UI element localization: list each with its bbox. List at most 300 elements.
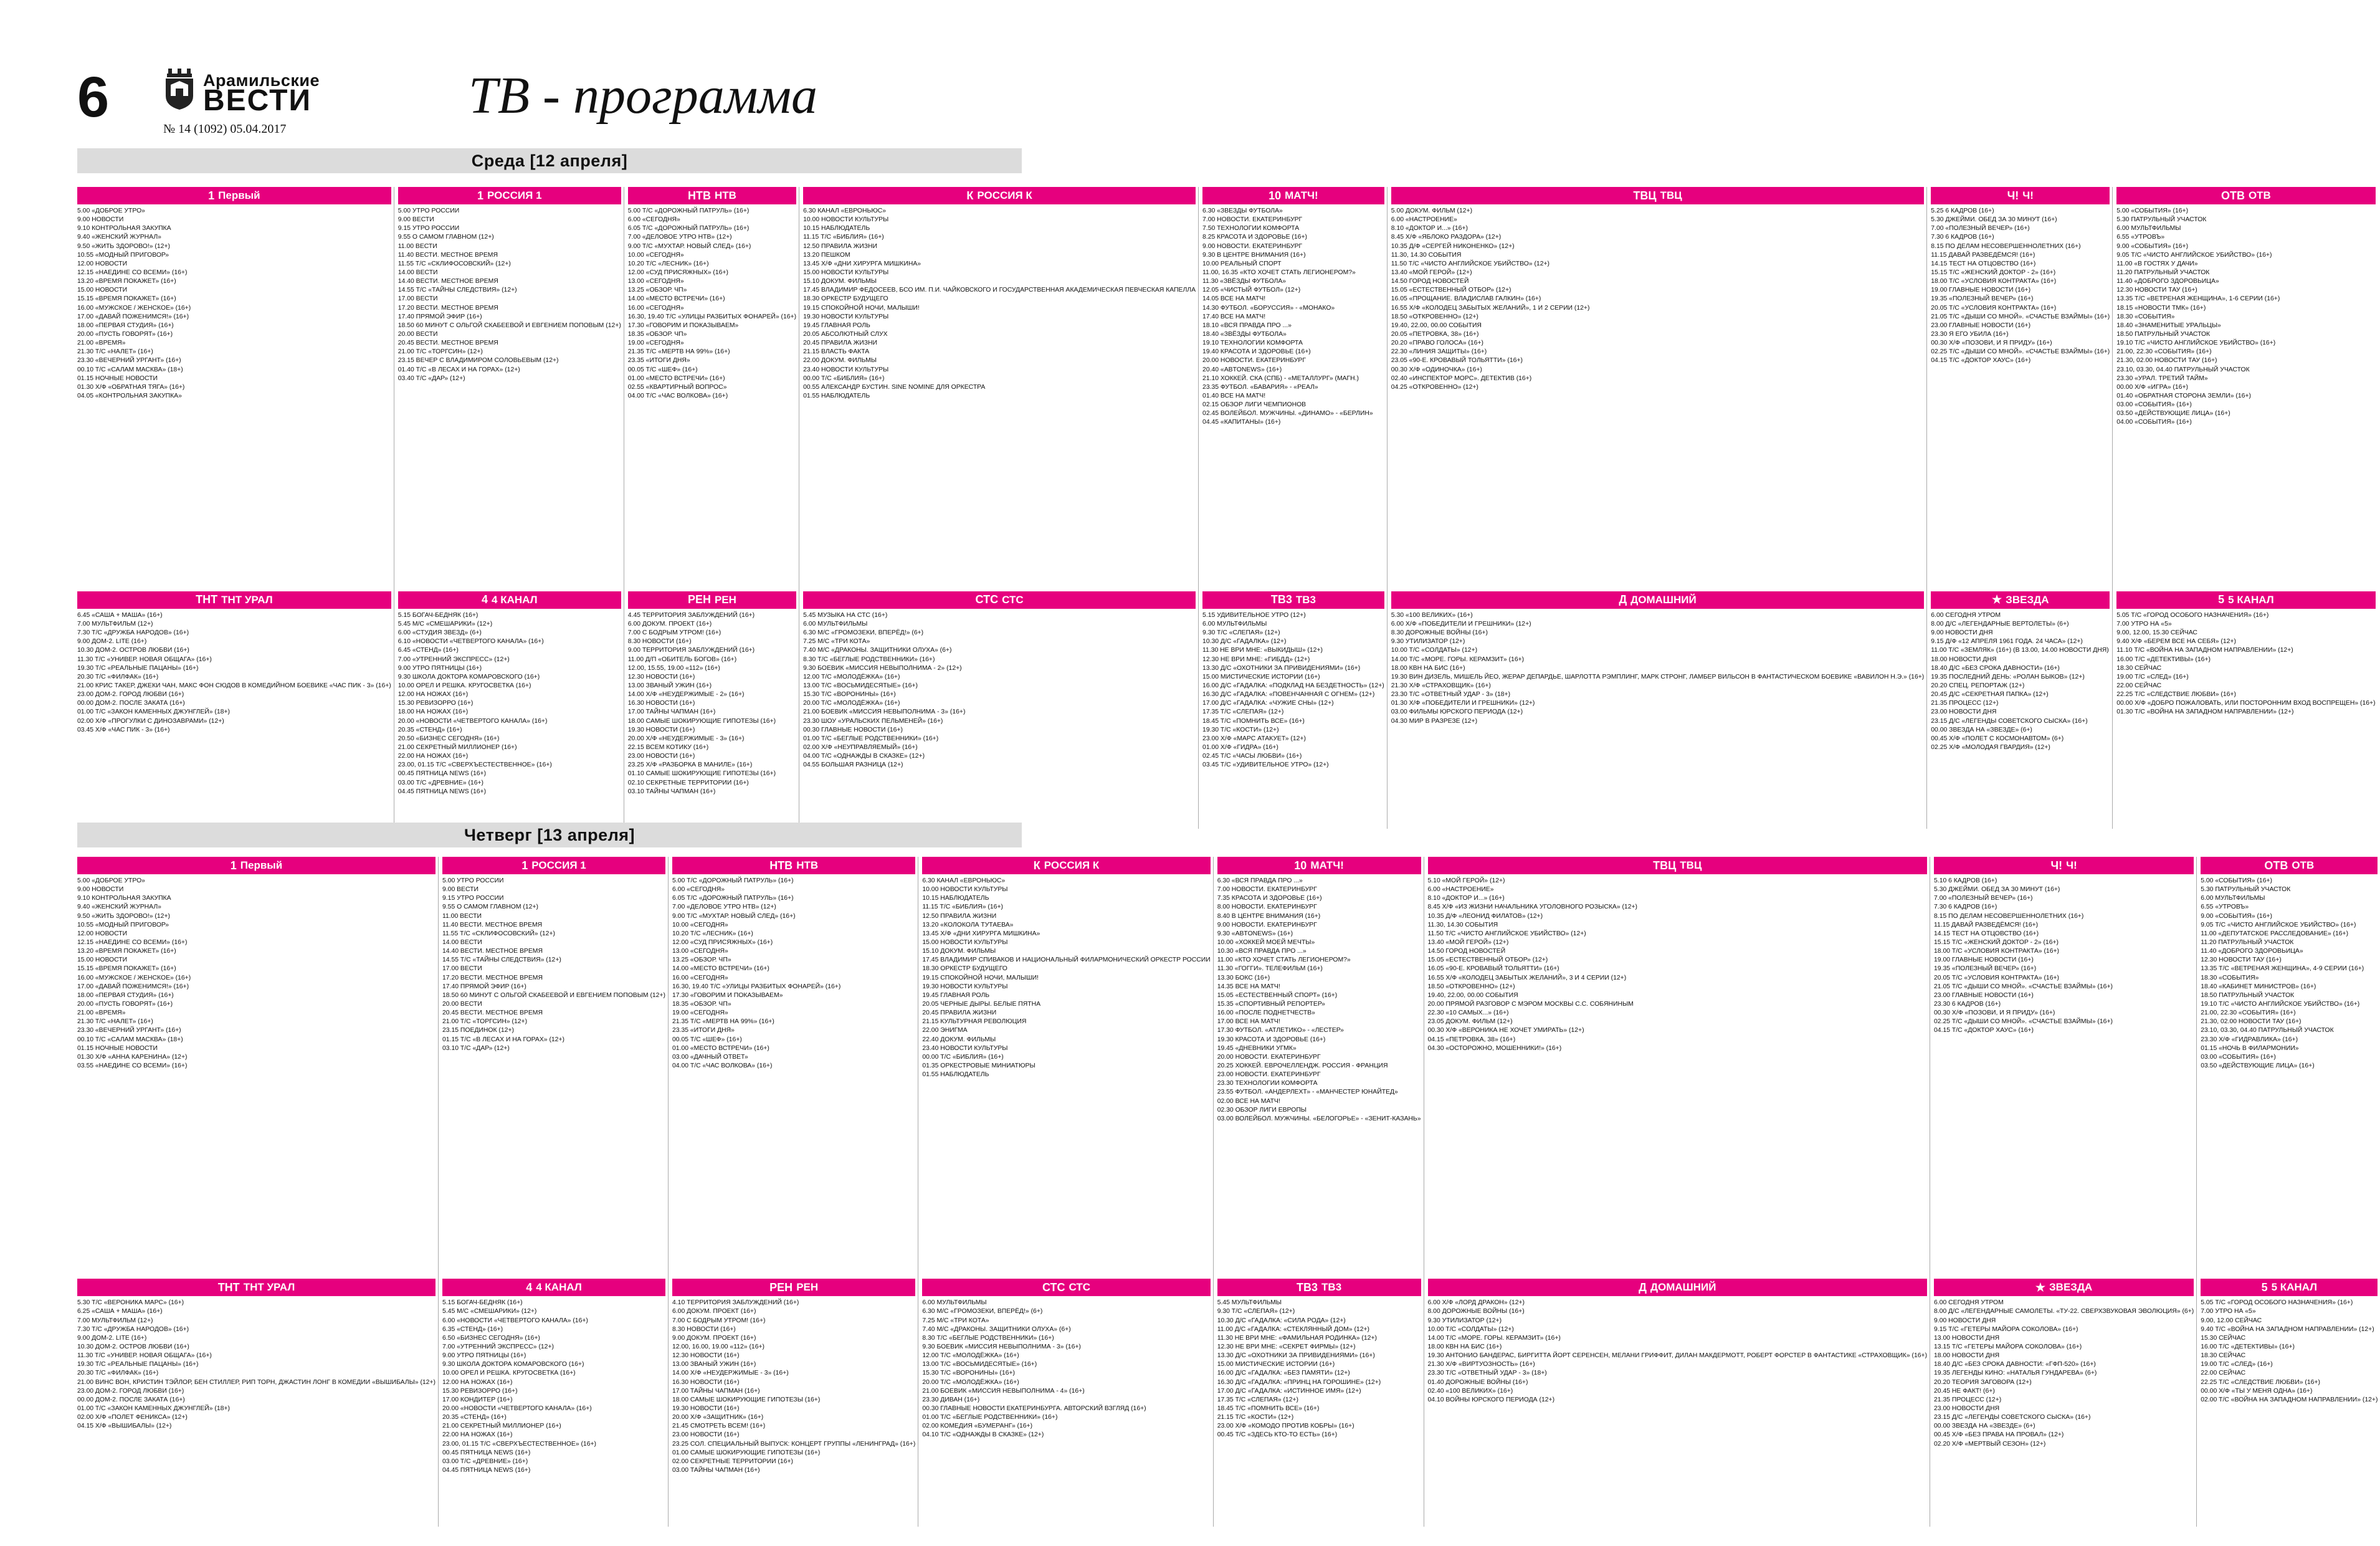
- program-item: 01.30 Х/Ф «ПОБЕДИТЕЛИ И ГРЕШНИКИ» (12+): [1391, 700, 1535, 707]
- program-item: 12.00 НА НОЖАХ (16+): [397, 691, 469, 699]
- program-item: 10.00 «СЕГОДНЯ»: [672, 921, 728, 928]
- program-item: 16.00 Т/С «ДЕТЕКТИВЫ» (16+): [2116, 656, 2211, 663]
- program-item: 15.10 ДОКУМ. ФИЛЬМЫ: [922, 948, 996, 955]
- program-item: 23.05 «90-Е. КРОВАВЫЙ ТОЛЬЯТТИ» (16+): [1391, 357, 1523, 365]
- program-item: 7.00 «ПОЛЕЗНЫЙ ВЕЧЕР» (16+): [1931, 225, 2030, 232]
- program-item: 9.00 ДОКУМ. ПРОЕКТ (16+): [672, 1334, 756, 1342]
- program-item: 16.55 Х/Ф «КОЛОДЕЦ ЗАБЫТЫХ ЖЕЛАНИЙ», 3 И 4 СЕРИИ (12+): [1427, 974, 1627, 981]
- program-item: 01.15 НОЧНЫЕ НОВОСТИ: [77, 1044, 158, 1052]
- channel-block-4-канал: [398, 591, 621, 829]
- program-item: 23.00 НОВОСТИ ДНЯ: [1934, 1405, 2000, 1412]
- channel-logo: [442, 857, 665, 874]
- program-item: 19.30 Т/С «РЕАЛЬНЫЕ ПАЦАНЫ» (16+): [77, 664, 199, 672]
- program-item: 03.40 Т/С «ДАР» (12+): [397, 375, 465, 382]
- program-item: 04.00 «СОБЫТИЯ» (16+): [2116, 419, 2192, 426]
- channel-block-тнт-урал: [77, 1279, 436, 1527]
- program-item: 9.30 БОЕВИК «МИССИЯ НЕВЫПОЛНИМА - 3» (16+): [922, 1343, 1081, 1350]
- program-item: 04.15 «ПЕТРОВКА, 38» (16+): [1427, 1036, 1516, 1043]
- program-item: 6.00 МУЛЬТФИЛЬМЫ: [1202, 621, 1267, 628]
- program-item: 9.30 ШКОЛА ДОКТОРА КОМАРОВСКОГО (16+): [397, 673, 540, 680]
- program-item: 21.35 Т/С «МЕРТВ НА 99%» (16+): [672, 1018, 774, 1026]
- channel-icon: К: [966, 189, 974, 202]
- program-item: 22.00 НА НОЖАХ (16+): [442, 1431, 513, 1439]
- schedule-column: [398, 187, 624, 829]
- program-item: 01.40 Т/С «В ЛЕСАХ И НА ГОРАХ» (12+): [397, 366, 520, 373]
- channel-icon: ТВ3: [1270, 593, 1292, 606]
- channel-icon: ТНТ: [196, 593, 218, 606]
- program-item: 15.15 Т/С «ЖЕНСКИЙ ДОКТОР - 2» (16+): [1931, 269, 2056, 276]
- schedule-column: [1391, 187, 1928, 829]
- day-header-wednesday: Среда [12 апреля]: [77, 148, 1022, 173]
- program-item: 01.00 Т/С «ЗАКОН КАМЕННЫХ ДЖУНГЛЕЙ» (18+): [77, 1405, 230, 1412]
- program-item: 6.30 КАНАЛ «ЕВРОНЬЮС»: [922, 877, 1006, 884]
- channel-logo: [77, 857, 436, 874]
- program-item: 6.00 «НАСТРОЕНИЕ»: [1391, 216, 1457, 224]
- program-item: 11.40 ВЕСТИ. МЕСТНОЕ ВРЕМЯ: [442, 921, 543, 928]
- channel-block-стс: [922, 1279, 1210, 1527]
- city-crest-icon: [163, 69, 196, 110]
- program-item: 23.00 ДОМ-2. ГОРОД ЛЮБВИ (16+): [77, 691, 184, 699]
- program-item: 23.10, 03.30, 04.40 ПАТРУЛЬНЫЙ УЧАСТОК: [2116, 366, 2250, 373]
- program-item: 9.50 «ЖИТЬ ЗДОРОВО!» (12+): [77, 242, 170, 250]
- program-item: 23.00 НОВОСТИ ДНЯ: [1931, 709, 1997, 716]
- program-item: 23.35 «ИТОГИ ДНЯ»: [627, 357, 690, 365]
- program-item: 4.10 ТЕРРИТОРИЯ ЗАБЛУЖДЕНИЙ (16+): [672, 1299, 799, 1307]
- program-item: 9.40 Т/С «ВОЙНА НА ЗАПАДНОМ НАПРАВЛЕНИИ» (12+): [2201, 1325, 2374, 1333]
- program-item: 01.30 Х/Ф «ОБРАТНАЯ ТЯГА» (16+): [77, 383, 185, 391]
- schedule-column: [1217, 857, 1424, 1527]
- program-item: 18.30 СЕЙЧАС: [2116, 664, 2162, 672]
- program-item: 8.30 ДОРОЖНЫЕ ВОЙНЫ (16+): [1391, 629, 1488, 637]
- program-item: 01.00 Х/Ф «ГИДРА» (16+): [1202, 744, 1278, 751]
- schedule-column: [672, 857, 918, 1527]
- program-item: 18.00 САМЫЕ ШОКИРУЮЩИЕ ГИПОТЕЗЫ (16+): [627, 717, 776, 725]
- program-item: 17.00 Д/С «ГАДАЛКА: «ИСТИННОЕ ИМЯ» (12+): [1217, 1387, 1361, 1395]
- program-item: 23.00, 01.15 Т/С «СВЕРХЪЕСТЕСТВЕННОЕ» (16+): [397, 761, 552, 769]
- channel-name: РОССИЯ К: [977, 189, 1032, 201]
- channel-name: ТНТ УРАЛ: [243, 1281, 295, 1294]
- program-item: 11.30 НЕ ВРИ МНЕ: «ВЫКИДЫШ» (12+): [1202, 647, 1323, 654]
- program-item: 20.00 «НОВОСТИ «ЧЕТВЕРТОГО КАНАЛА» (16+): [442, 1405, 592, 1412]
- program-item: 23.00 Х/Ф «КОМОДО ПРОТИВ КОБРЫ» (16+): [1217, 1423, 1354, 1430]
- channel-logo: [1934, 1279, 2194, 1296]
- program-item: 5.00 «СОБЫТИЯ» (16+): [2201, 877, 2273, 884]
- program-item: 16.00 «СЕГОДНЯ»: [672, 974, 728, 981]
- program-item: 4.45 ТЕРРИТОРИЯ ЗАБЛУЖДЕНИЙ (16+): [627, 611, 755, 619]
- channel-name: РОССИЯ К: [1044, 859, 1100, 871]
- program-item: 14.00 Х/Ф «НЕУДЕРЖИМЫЕ - 2» (16+): [627, 691, 745, 699]
- channel-name: РЕН: [714, 593, 736, 606]
- channel-name: 4 КАНАЛ: [536, 1281, 582, 1294]
- program-list: [2201, 877, 2378, 1071]
- program-item: 23.10, 03.30, 04.40 ПАТРУЛЬНЫЙ УЧАСТОК: [2201, 1027, 2334, 1034]
- program-item: 10.55 «МОДНЫЙ ПРИГОВОР»: [77, 921, 169, 928]
- page-number: 6: [77, 65, 110, 129]
- program-item: 16.30, 19.40 Т/С «УЛИЦЫ РАЗБИТЫХ ФОНАРЕЙ» (16+): [627, 313, 797, 320]
- channel-logo: [922, 857, 1210, 874]
- program-item: 10.00 НОВОСТИ КУЛЬТУРЫ: [803, 216, 889, 224]
- program-item: 19.35 ЛЕГЕНДЫ КИНО: «НАТАЛЬЯ ГУНДАРЕВА» (6+): [1934, 1370, 2097, 1377]
- channel-icon: 4: [526, 1281, 533, 1294]
- program-item: 12.05 «ЧИСТЫЙ ФУТБОЛ» (12+): [1202, 287, 1301, 294]
- program-item: 12.00, 16.00, 19.00 «112» (16+): [672, 1343, 764, 1350]
- program-item: 20.20 «ПРАВО ГОЛОСА» (16+): [1391, 340, 1483, 347]
- program-item: 6.45 «СТЕНД» (16+): [397, 647, 459, 654]
- program-item: 00.30 Х/Ф «ОДИНОЧКА» (16+): [1391, 366, 1482, 373]
- program-item: 00.00 Х/Ф «ДОБРО ПОЖАЛОВАТЬ, ИЛИ ПОСТОРОННИМ ВХОД ВОСПРЕЩЕН» (16+): [2116, 700, 2376, 707]
- program-item: 15.30 РЕВИЗОРРО (16+): [442, 1387, 518, 1395]
- program-item: 19.00 ГЛАВНЫЕ НОВОСТИ (16+): [1934, 957, 2034, 964]
- program-item: 23.30 ДИВАН (16+): [922, 1396, 980, 1403]
- program-item: 03.50 «ДЕЙСТВУЮЩИЕ ЛИЦА» (16+): [2201, 1062, 2315, 1069]
- program-item: 18.00 Т/С «УСЛОВИЯ КОНТРАКТА» (16+): [1931, 278, 2057, 285]
- program-item: 21.30, 02.00 НОВОСТИ ТАУ (16+): [2116, 357, 2217, 365]
- program-item: 04.05 «КОНТРОЛЬНАЯ ЗАКУПКА»: [77, 392, 182, 399]
- program-item: 20.00 НОВОСТИ. ЕКАТЕРИНБУРГ: [1217, 1053, 1321, 1061]
- program-item: 03.00 «СОБЫТИЯ» (16+): [2116, 401, 2192, 409]
- program-item: 15.30 Т/С «ВОРОНИНЫ» (16+): [803, 691, 896, 699]
- program-item: 14.55 Т/С «ТАЙНЫ СЛЕДСТВИЯ» (12+): [397, 287, 517, 294]
- program-item: 17.35 Т/С «СЛЕПАЯ» (12+): [1202, 709, 1284, 716]
- channel-icon: ОТВ: [2264, 859, 2288, 872]
- program-item: 20.00 Х/Ф «ЗАЩИТНИК» (16+): [672, 1414, 764, 1421]
- program-item: 6.10 «НОВОСТИ «ЧЕТВЕРТОГО КАНАЛА» (16+): [397, 638, 544, 646]
- program-item: 6.25 «САША + МАША» (16+): [77, 1308, 163, 1315]
- channel-icon: СТС: [975, 593, 999, 606]
- program-item: 11.00 «В ГОСТЯХ У ДАЧИ»: [2116, 260, 2198, 267]
- channel-icon: ОТВ: [2221, 189, 2245, 202]
- channel-name: ТВЦ: [1660, 189, 1682, 201]
- channel-logo: [77, 1279, 436, 1296]
- program-item: 21.30 Х/Ф «СТРАХОВЩИК» (16+): [1391, 682, 1491, 690]
- program-item: 13.35 Т/С «ВЕТРЕНАЯ ЖЕНЩИНА», 1-6 СЕРИИ (16+): [2116, 295, 2280, 303]
- schedule-grid-thursday: [77, 857, 2378, 1527]
- program-item: 04.15 Т/С «ДОКТОР ХАУС» (16+): [1934, 1027, 2034, 1034]
- program-item: 18.00 САМЫЕ ШОКИРУЮЩИЕ ГИПОТЕЗЫ (16+): [672, 1396, 821, 1403]
- program-item: 14.00 ВЕСТИ: [442, 938, 482, 946]
- program-item: 17.20 ВЕСТИ. МЕСТНОЕ ВРЕМЯ: [397, 304, 498, 312]
- program-item: 23.00 НОВОСТИ. ЕКАТЕРИНБУРГ: [1217, 1071, 1321, 1079]
- program-item: 03.00 Т/С «ДРЕВНИЕ» (16+): [397, 779, 484, 786]
- program-item: 20.20 СПЕЦ. РЕПОРТАЖ (12+): [1931, 682, 2025, 690]
- program-item: 01.55 НАБЛЮДАТЕЛЬ: [922, 1071, 989, 1079]
- program-list: [1428, 877, 1928, 1053]
- channel-block-нтв: [672, 857, 915, 1279]
- program-item: 14.00 Т/С «МОРЕ. ГОРЫ. КЕРАМЗИТ» (16+): [1427, 1334, 1561, 1342]
- program-item: 00.00 Т/С «БИБЛИЯ» (16+): [803, 375, 885, 382]
- program-item: 21.00 БОЕВИК «МИССИЯ НЕВЫПОЛНИМА - 3» (16+): [803, 709, 966, 716]
- program-item: 01.00 «МЕСТО ВСТРЕЧИ» (16+): [627, 375, 725, 382]
- channel-block-твц: [1428, 857, 1928, 1279]
- program-item: 5.45 МУЗЫКА НА СТС (16+): [803, 611, 888, 619]
- program-item: 20.00 Х/Ф «НЕУДЕРЖИМЫЕ - 3» (16+): [627, 735, 745, 742]
- program-item: 20.35 «СТЕНД» (16+): [397, 726, 462, 733]
- schedule-column: [1931, 187, 2113, 829]
- program-item: 19.45 «ДНЕВНИКИ УГМК»: [1217, 1044, 1297, 1052]
- program-item: 20.00 НОВОСТИ. ЕКАТЕРИНБУРГ: [1202, 357, 1306, 365]
- program-item: 12.30 НЕ ВРИ МНЕ: «ГИБДД» (12+): [1202, 656, 1310, 663]
- program-item: 9.00, 12.00 СЕЙЧАС: [2201, 1317, 2262, 1324]
- program-item: 14.50 ГОРОД НОВОСТЕЙ: [1427, 948, 1506, 955]
- program-item: 20.45 Д/С «СЕКРЕТНАЯ ПАПКА» (12+): [1931, 691, 2049, 699]
- program-item: 9.30 «ABTONEWS» (16+): [1217, 930, 1293, 937]
- program-item: 22.25 Т/С «СЛЕДСТВИЕ ЛЮБВИ» (16+): [2201, 1378, 2320, 1386]
- channel-name: РОССИЯ 1: [531, 859, 586, 871]
- program-item: 00.10 Т/С «САЛАМ МАСКВА» (18+): [77, 1036, 183, 1043]
- program-item: 03.00 «СОБЫТИЯ» (16+): [2201, 1053, 2276, 1061]
- channel-logo: [922, 1279, 1210, 1296]
- program-item: 9.00 «СОБЫТИЯ» (16+): [2116, 242, 2189, 250]
- program-item: 20.00 ВЕСТИ: [397, 330, 438, 338]
- program-item: 6.00 ДОКУМ. ПРОЕКТ (16+): [672, 1308, 756, 1315]
- channel-name: ДОМАШНИЙ: [1630, 593, 1697, 606]
- program-item: 01.15 «НОЧЬ В ФИЛАРМОНИИ»: [2201, 1044, 2299, 1052]
- program-item: 9.15 Д/Ф «12 АПРЕЛЯ 1961 ГОДА. 24 ЧАСА» (12+): [1931, 638, 2083, 646]
- program-item: 10.20 Т/С «ЛЕСНИК» (16+): [672, 930, 753, 937]
- channel-logo: [1391, 187, 1925, 204]
- program-list: [442, 1299, 665, 1475]
- program-item: 5.10 6 КАДРОВ (16+): [1934, 877, 1997, 884]
- program-list: [77, 1299, 436, 1431]
- program-item: 7.30 Т/С «ДРУЖБА НАРОДОВ» (16+): [77, 1325, 189, 1333]
- program-list: [803, 611, 1196, 770]
- channel-icon: 5: [2261, 1281, 2268, 1294]
- program-item: 15.00 МИСТИЧЕСКИЕ ИСТОРИИ (16+): [1217, 1361, 1335, 1368]
- program-item: 13.00 Т/С «ВОСЬМИДЕСЯТЫЕ» (16+): [803, 682, 918, 690]
- channel-name: Ч!: [2022, 189, 2034, 201]
- channel-name: ДОМАШНИЙ: [1650, 1281, 1716, 1294]
- program-item: 16.00 «СЕГОДНЯ»: [627, 304, 684, 312]
- program-item: 17.30 ФУТБОЛ. «АТЛЕТИКО» - «ЛЕСТЕР»: [1217, 1027, 1344, 1034]
- program-item: 19.40, 22.00, 00.00 СОБЫТИЯ: [1391, 322, 1482, 329]
- program-item: 19.00 ГЛАВНЫЕ НОВОСТИ (16+): [1931, 287, 2031, 294]
- program-list: [628, 611, 796, 796]
- channel-icon: НТВ: [687, 189, 711, 202]
- channel-icon: ТВЦ: [1633, 189, 1657, 202]
- program-item: 6.50 «БИЗНЕС СЕГОДНЯ» (16+): [442, 1334, 540, 1342]
- channel-icon: Д: [1619, 593, 1627, 606]
- program-item: 9.00 Т/С «МУХТАР. НОВЫЙ СЛЕД» (16+): [627, 242, 751, 250]
- program-item: 9.00 НОВОСТИ. ЕКАТЕРИНБУРГ: [1202, 242, 1303, 250]
- program-item: 02.55 «КВАРТИРНЫЙ ВОПРОС»: [627, 383, 727, 391]
- channel-name: 4 КАНАЛ: [492, 593, 538, 606]
- program-item: 01.40 ДОРОЖНЫЕ ВОЙНЫ (16+): [1427, 1378, 1528, 1386]
- channel-block-россия-1: [442, 857, 665, 1279]
- program-item: 12.00 НОВОСТИ: [77, 930, 128, 937]
- program-item: 23.00 ГЛАВНЫЕ НОВОСТИ (16+): [1931, 322, 2031, 329]
- program-item: 02.25 Х/Ф «МОЛОДАЯ ГВАРДИЯ» (12+): [1931, 744, 2050, 751]
- program-item: 18.15 «НОВОСТИ ТМК» (16+): [2116, 304, 2206, 312]
- program-item: 04.30 МИР В РАЗРЕЗЕ (12+): [1391, 717, 1478, 725]
- program-item: 03.10 ТАЙНЫ ЧАПМАН (16+): [627, 788, 716, 795]
- channel-logo: [672, 857, 915, 874]
- program-item: 11.40 «ДОБРОГО ЗДОРОВЬИЦА»: [2201, 948, 2303, 955]
- program-item: 8.30 НОВОСТИ (16+): [627, 638, 692, 646]
- program-item: 03.45 Х/Ф «ЧАС ПИК - 3» (16+): [77, 726, 170, 733]
- program-item: 8.10 «ДОКТОР И...» (16+): [1427, 895, 1505, 902]
- program-item: 00.05 Т/С «ШЕФ» (16+): [627, 366, 698, 373]
- program-item: 15.10 ДОКУМ. ФИЛЬМЫ: [803, 278, 877, 285]
- program-item: 9.00 ТЕРРИТОРИЯ ЗАБЛУЖДЕНИЙ (16+): [627, 647, 755, 654]
- channel-icon: 10: [1269, 189, 1282, 202]
- program-item: 03.00 ТАЙНЫ ЧАПМАН (16+): [672, 1466, 760, 1474]
- program-item: 00.00 ЗВЕЗДА НА «ЗВЕЗДЕ» (6+): [1931, 726, 2032, 733]
- channel-logo: [628, 187, 796, 204]
- program-item: 19.10 Т/С «ЧИСТО АНГЛИЙСКОЕ УБИЙСТВО» (16+): [2116, 340, 2276, 347]
- program-item: 7.00 МУЛЬТФИЛЬМ (12+): [77, 621, 153, 628]
- program-item: 10.30 «ВСЯ ПРАВДА ПРО ...»: [1217, 948, 1307, 955]
- channel-icon: 5: [2218, 593, 2225, 606]
- program-item: 9.00 «СОБЫТИЯ» (16+): [2201, 912, 2273, 920]
- program-item: 02.00 Х/Ф «НЕУПРАВЛЯЕМЫЙ» (16+): [803, 744, 918, 751]
- channel-block-звезда: [1934, 1279, 2194, 1527]
- program-item: 02.25 Т/С «ДЫШИ СО МНОЙ». «СЧАСТЬЕ ВЗАЙМЫ» (16+): [1931, 348, 2110, 356]
- program-item: 5.45 М/С «СМЕШАРИКИ» (12+): [442, 1308, 537, 1315]
- program-item: 21.00 «ВРЕМЯ»: [77, 1009, 126, 1017]
- channel-name: ТВЦ: [1680, 859, 1702, 871]
- program-item: 18.45 Т/С «ПОМНИТЬ ВСЕ» (16+): [1217, 1405, 1320, 1412]
- program-item: 13.15 Т/С «ГЕТЕРЫ МАЙОРА СОКОЛОВА» (16+): [1934, 1343, 2082, 1350]
- program-item: 04.00 Т/С «ЧАС ВОЛКОВА» (16+): [627, 392, 728, 399]
- program-item: 13.20 «ВРЕМЯ ПОКАЖЕТ» (16+): [77, 948, 176, 955]
- channel-icon: СТС: [1042, 1281, 1065, 1294]
- program-item: 17.45 ВЛАДИМИР СПИВАКОВ И НАЦИОНАЛЬНЫЙ ФИЛАРМОНИЧЕСКИЙ ОРКЕСТР РОССИИ: [922, 957, 1211, 964]
- program-item: 7.25 М/С «ТРИ КОТА»: [803, 638, 870, 646]
- program-item: 10.00 «СЕГОДНЯ»: [627, 251, 684, 259]
- program-item: 7.40 М/С «ДРАКОНЫ. ЗАЩИТНИКИ ОЛУХА» (6+): [922, 1325, 1071, 1333]
- program-item: 20.05 АБСОЛЮТНЫЙ СЛУХ: [803, 330, 888, 338]
- program-item: 18.00 НА НОЖАХ (16+): [397, 709, 469, 716]
- program-item: 7.00 «ДЕЛОВОЕ УТРО НТВ» (12+): [627, 234, 732, 241]
- program-item: 00.30 ГЛАВНЫЕ НОВОСТИ (16+): [803, 726, 903, 733]
- program-item: 13.40 «МОЙ ГЕРОЙ» (12+): [1427, 938, 1509, 946]
- program-item: 20.00 ПРЯМОЙ РАЗГОВОР С МЭРОМ МОСКВЫ С.С. СОБЯНИНЫМ: [1427, 1000, 1634, 1008]
- program-item: 18.40 Д/С «БЕЗ СРОКА ДАВНОСТИ: «ГФП-520» (16+): [1934, 1361, 2096, 1368]
- program-item: 9.05 Т/С «ЧИСТО АНГЛИЙСКОЕ УБИЙСТВО» (16+): [2116, 251, 2272, 259]
- program-item: 11.00 Д/П «ОБИТЕЛЬ БОГОВ» (16+): [627, 656, 737, 663]
- program-item: 00.45 ПЯТНИЦА NEWS (16+): [397, 770, 487, 778]
- program-item: 23.30 «ВЕЧЕРНИЙ УРГАНТ» (16+): [77, 1027, 181, 1034]
- program-item: 9.30 Т/С «СЛЕПАЯ» (12+): [1217, 1308, 1295, 1315]
- program-item: 21.00, 22.30 «СОБЫТИЯ» (16+): [2201, 1009, 2296, 1017]
- program-item: 5.00 «СОБЫТИЯ» (16+): [2116, 208, 2189, 214]
- program-item: 5.10 «МОЙ ГЕРОЙ» (12+): [1427, 877, 1505, 884]
- program-item: 6.00 СЕГОДНЯ УТРОМ: [1931, 611, 2001, 619]
- channel-name: 5 КАНАЛ: [2271, 1281, 2318, 1294]
- program-item: 22.40 ДОКУМ. ФИЛЬМЫ: [922, 1036, 996, 1043]
- program-item: 9.40 Х/Ф «БЕРЕМ ВСЕ НА СЕБЯ» (12+): [2116, 638, 2236, 646]
- program-item: 13.35 Т/С «ВЕТРЕНАЯ ЖЕНЩИНА», 4-9 СЕРИИ (16+): [2201, 965, 2364, 973]
- program-item: 17.35 Т/С «СЛЕПАЯ» (12+): [1217, 1396, 1299, 1403]
- program-item: 7.00 УТРО НА «5»: [2116, 621, 2172, 628]
- channel-logo: [1931, 187, 2110, 204]
- program-item: 5.30 ДЖЕЙМИ. ОБЕД ЗА 30 МИНУТ (16+): [1934, 886, 2060, 894]
- program-item: 00.00 Х/Ф «ТЫ У МЕНЯ ОДНА» (16+): [2201, 1387, 2313, 1395]
- program-item: 9.05 Т/С «ЧИСТО АНГЛИЙСКОЕ УБИЙСТВО» (16+): [2201, 921, 2356, 928]
- program-item: 7.30 Т/С «ДРУЖБА НАРОДОВ» (16+): [77, 629, 189, 637]
- program-item: 23.30 ШОУ «УРАЛЬСКИХ ПЕЛЬМЕНЕЙ» (16+): [803, 717, 943, 725]
- program-item: 00.45 Х/Ф «БЕЗ ПРАВА НА ПРОВАЛ» (12+): [1934, 1431, 2064, 1439]
- channel-logo: [398, 591, 621, 609]
- channel-icon: ★: [2035, 1281, 2046, 1294]
- program-item: 16.00 Д/С «ГАДАЛКА: «БЕЗ ПАМЯТИ» (12+): [1217, 1370, 1350, 1377]
- program-item: 8.30 Т/С «БЕГЛЫЕ РОДСТВЕННИКИ» (16+): [922, 1334, 1054, 1342]
- program-item: 18.40 «КАБИНЕТ МИНИСТРОВ» (16+): [2201, 983, 2316, 990]
- program-item: 17.00 ВСЕ НА МАТЧ!: [1217, 1018, 1280, 1026]
- program-item: 7.30 6 КАДРОВ (16+): [1931, 234, 1994, 241]
- program-item: 10.30 ДОМ-2. ОСТРОВ ЛЮБВИ (16+): [77, 1343, 189, 1350]
- program-item: 6.30 «ЗВЕЗДЫ ФУТБОЛА»: [1202, 208, 1283, 214]
- program-item: 21.35 ПРОЦЕСС (12+): [1934, 1396, 2002, 1403]
- program-item: 20.45 ВЕСТИ. МЕСТНОЕ ВРЕМЯ: [442, 1009, 543, 1017]
- program-item: 13.00 НОВОСТИ ДНЯ: [1934, 1334, 2000, 1342]
- program-item: 18.00 КВН НА БИС (16+): [1427, 1343, 1502, 1350]
- program-item: 04.15 Т/С «ДОКТОР ХАУС» (16+): [1931, 357, 2031, 365]
- program-list: [1934, 1299, 2194, 1448]
- program-item: 23.05 ДОКУМ. ФИЛЬМ (12+): [1427, 1018, 1513, 1026]
- program-item: 13.30 Д/С «ОХОТНИКИ ЗА ПРИВИДЕНИЯМИ» (16+): [1202, 664, 1361, 672]
- channel-icon: Ч!: [2050, 859, 2063, 872]
- schedule-column: [922, 857, 1213, 1527]
- program-item: 5.00 Т/С «ДОРОЖНЫЙ ПАТРУЛЬ» (16+): [627, 208, 750, 214]
- program-item: 19.30 НОВОСТИ КУЛЬТУРЫ: [922, 983, 1008, 990]
- program-item: 12.30 НОВОСТИ (16+): [627, 673, 695, 680]
- program-item: 12.15 «НАЕДИНЕ СО ВСЕМИ» (16+): [77, 938, 188, 946]
- program-item: 11.20 ПАТРУЛЬНЫЙ УЧАСТОК: [2116, 269, 2210, 276]
- program-item: 20.05 ЧЕРНЫЕ ДЫРЫ. БЕЛЫЕ ПЯТНА: [922, 1000, 1041, 1008]
- program-item: 11.50 Т/С «ЧИСТО АНГЛИЙСКОЕ УБИЙСТВО» (12+): [1391, 260, 1550, 267]
- program-item: 21.00 БОЕВИК «МИССИЯ НЕВЫПОЛНИМА - 4» (16+): [922, 1387, 1085, 1395]
- program-item: 23.30 ТЕХНОЛОГИИ КОМФОРТА: [1217, 1080, 1318, 1087]
- program-item: 23.30 «ВЕЧЕРНИЙ УРГАНТ» (16+): [77, 357, 181, 365]
- channel-icon: 1: [477, 189, 484, 202]
- program-item: 16.30 НОВОСТИ (16+): [672, 1378, 740, 1386]
- program-item: 18.50 «ОТКРОВЕННО» (12+): [1391, 313, 1478, 320]
- program-item: 18.00 НОВОСТИ ДНЯ: [1931, 656, 1997, 663]
- channel-block-рен: [628, 591, 796, 829]
- program-item: 01.40 «ОБРАТНАЯ СТОРОНА ЗЕМЛИ» (16+): [2116, 392, 2251, 399]
- program-item: 00.30 Х/Ф «ПОЗОВИ, И Я ПРИДУ» (16+): [1934, 1009, 2055, 1017]
- program-item: 12.00 НА НОЖАХ (16+): [442, 1378, 513, 1386]
- channel-block-россия-к: [803, 187, 1196, 591]
- program-item: 19.30 КРАСОТА И ЗДОРОВЬЕ (16+): [1217, 1036, 1326, 1043]
- channel-name: ЗВЕЗДА: [2049, 1281, 2093, 1294]
- program-item: 18.50 ПАТРУЛЬНЫЙ УЧАСТОК: [2116, 330, 2211, 338]
- program-item: 17.20 ВЕСТИ. МЕСТНОЕ ВРЕМЯ: [442, 974, 543, 981]
- schedule-column: [1428, 857, 1931, 1527]
- channel-block-россия-1: [398, 187, 621, 591]
- program-item: 13.45 Х/Ф «ДНИ ХИРУРГА МИШКИНА»: [803, 260, 921, 267]
- program-item: 18.30 «СОБЫТИЯ»: [2201, 974, 2259, 981]
- program-item: 18.35 «ОБЗОР. ЧП»: [627, 330, 687, 338]
- program-item: 6.55 «УТРОВЪ»: [2116, 234, 2165, 241]
- channel-block-ч: [1931, 187, 2110, 591]
- program-item: 16.00 Т/С «ДЕТЕКТИВЫ» (16+): [2201, 1343, 2295, 1350]
- program-item: 21.30 Т/С «НАЛЕТ» (16+): [77, 348, 153, 356]
- channel-block-россия-к: [922, 857, 1210, 1279]
- program-item: 5.00 УТРО РОССИИ: [442, 877, 504, 884]
- program-item: 16.05 «ПРОЩАНИЕ. ВЛАДИСЛАВ ГАЛКИН» (16+): [1391, 295, 1541, 303]
- program-item: 00.30 Х/Ф «ВЕРОНИКА НЕ ХОЧЕТ УМИРАТЬ» (12+): [1427, 1027, 1584, 1034]
- program-item: 19.15 СПОКОЙНОЙ НОЧИ, МАЛЫШИ!: [922, 974, 1039, 981]
- program-item: 20.00 Т/С «МОЛОДЁЖКА» (16+): [803, 700, 900, 707]
- program-item: 12.00 «СУД ПРИСЯЖНЫХ» (16+): [672, 938, 773, 946]
- program-item: 18.35 «ОБЗОР. ЧП»: [672, 1000, 731, 1008]
- program-item: 9.15 УТРО РОССИИ: [442, 895, 504, 902]
- program-item: 8.00 Д/С «ЛЕГЕНДАРНЫЕ ВЕРТОЛЕТЫ» (6+): [1931, 621, 2069, 628]
- channel-icon: НТВ: [769, 859, 793, 872]
- program-item: 11.40 «ДОБРОГО ЗДОРОВЬИЦА»: [2116, 278, 2219, 285]
